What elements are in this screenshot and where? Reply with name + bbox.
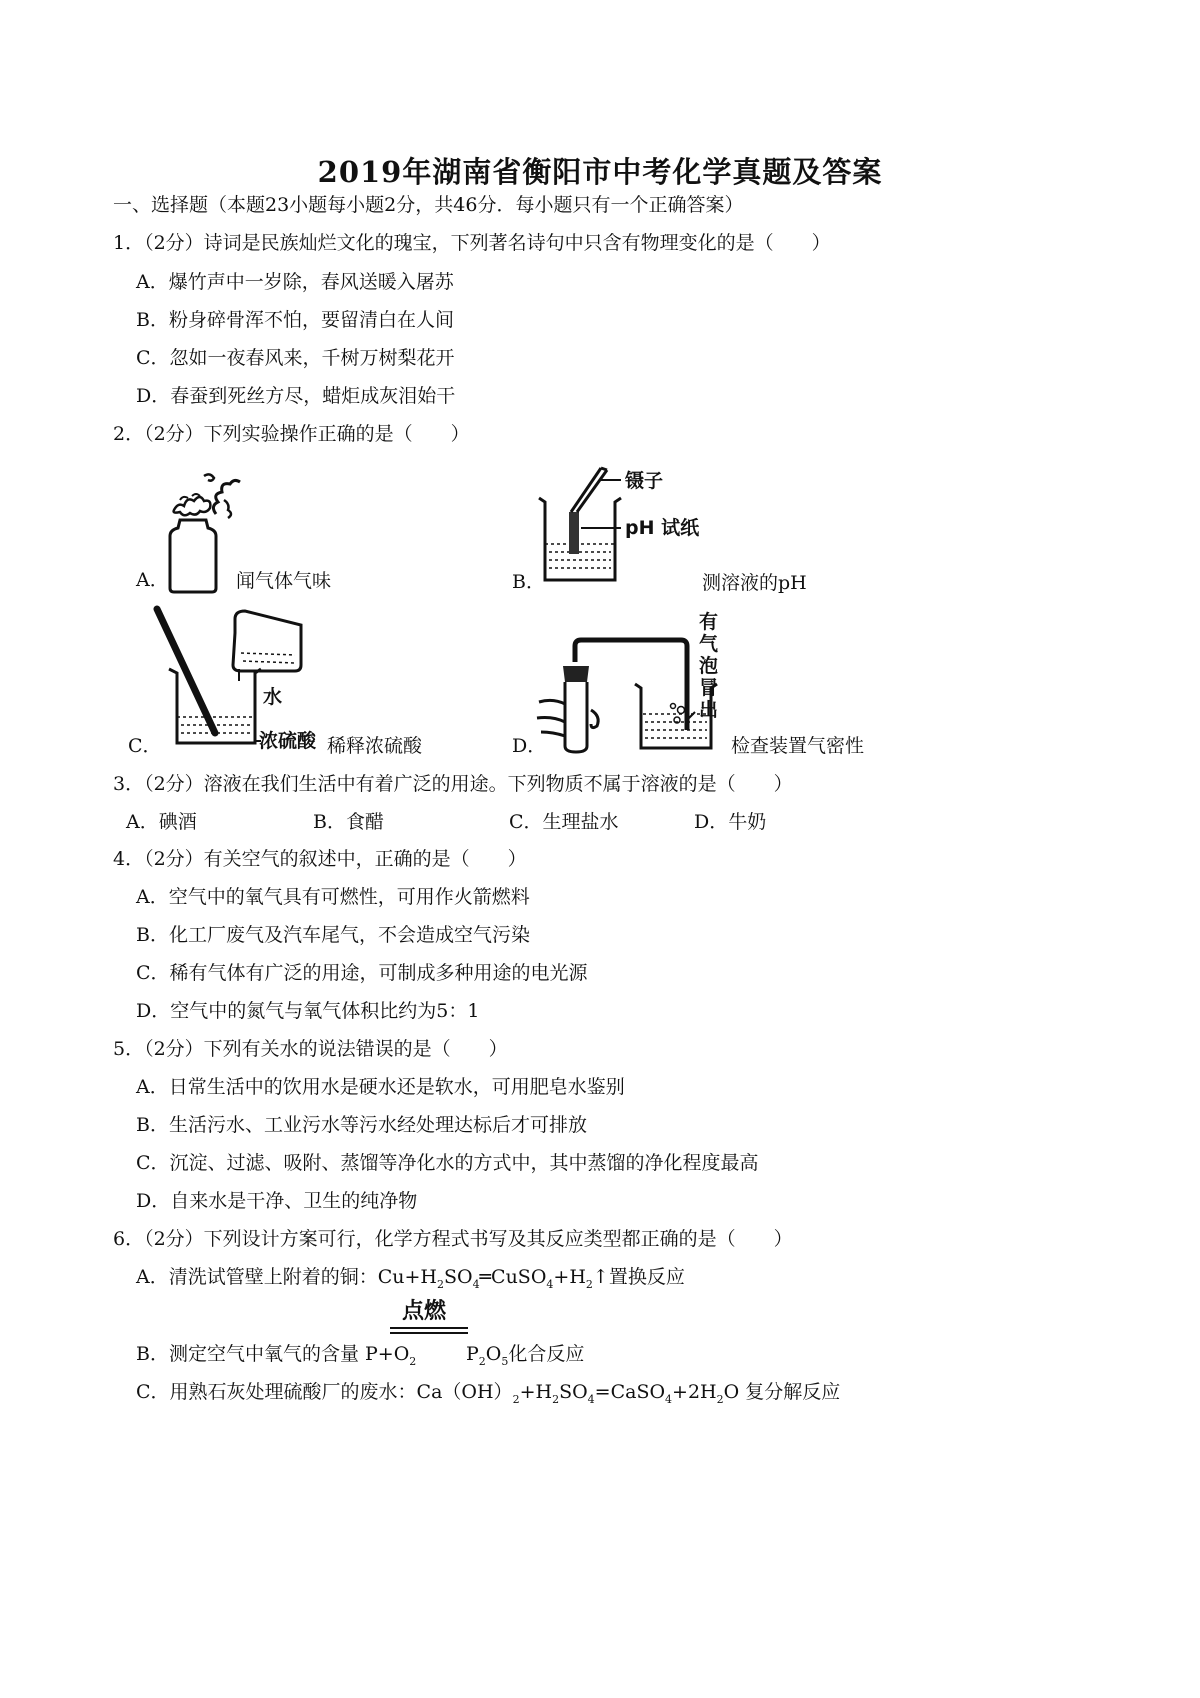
q6b-sub-1: 2: [409, 1354, 417, 1368]
q6a-sub-2: 4: [472, 1277, 480, 1291]
q6c-text-5: +2H: [672, 1381, 717, 1403]
dilute-acid-figure: [155, 605, 325, 755]
question-2-stem: 2．（2分）下列实验操作正确的是（ ）: [113, 423, 470, 445]
bubbles-label-4: 冒: [699, 677, 719, 699]
question-2-option-c-caption: 稀释浓硫酸: [327, 735, 423, 757]
q6c-sub-5: 2: [716, 1392, 724, 1406]
ph-test-figure: [535, 462, 715, 592]
question-2-option-a-caption: 闻气体气味: [236, 570, 332, 592]
q6c-text-2: +H: [519, 1381, 553, 1403]
q6a-sub-4: 2: [585, 1277, 593, 1291]
page-title: 2019年湖南省衡阳市中考化学真题及答案: [317, 155, 883, 189]
q6b-sub-3: 5: [501, 1354, 509, 1368]
bubbles-label-1: 有: [699, 611, 719, 633]
question-6-option-b: [136, 1342, 416, 1374]
question-2-option-a-letter: A．: [136, 569, 169, 591]
q6c-text-3: SO: [559, 1381, 588, 1403]
question-1-option-a: A．爆竹声中一岁除，春风送暖入屠苏: [136, 271, 454, 293]
q6c-text-4: =CaSO: [594, 1381, 666, 1403]
question-5-stem: 5．（2分）下列有关水的说法错误的是（ ）: [113, 1038, 508, 1060]
question-5-option-b: B．生活污水、工业污水等污水经处理达标后才可排放: [136, 1114, 587, 1136]
question-6-option-c: [136, 1380, 840, 1412]
bubbles-label-3: 泡: [699, 655, 719, 677]
question-1-option-b: B．粉身碎骨浑不怕，要留清白在人间: [136, 309, 454, 331]
water-label: 水: [263, 686, 283, 708]
question-3-option-b: B．食醋: [313, 811, 384, 833]
question-3-option-a: A．碘酒: [126, 811, 197, 833]
question-2-option-b-caption: 测溶液的pH: [702, 572, 807, 594]
q6b-text-3: O: [485, 1343, 502, 1365]
q6b-sub-2: 2: [478, 1354, 486, 1368]
question-1-option-d: D．春蚕到死丝方尽，蜡炬成灰泪始干: [136, 385, 456, 407]
q6a-text-2: SO: [444, 1266, 473, 1288]
question-4-option-a: A．空气中的氧气具有可燃性，可用作火箭燃料: [136, 886, 530, 908]
question-4-option-c: C．稀有气体有广泛的用途，可制成多种用途的电光源: [136, 962, 588, 984]
equation-double-line: [390, 1326, 470, 1336]
bubbles-label-2: 气: [699, 633, 719, 655]
question-2-option-c-letter: C．: [128, 735, 162, 757]
question-6-option-a: [136, 1265, 685, 1297]
question-4-option-d: D．空气中的氮气与氧气体积比约为5：1: [136, 1000, 480, 1022]
question-5-option-d: D．自来水是干净、卫生的纯净物: [136, 1190, 418, 1212]
q6c-text-6: O 复分解反应: [723, 1381, 841, 1403]
q6a-sub-3: 4: [546, 1277, 554, 1291]
question-2-option-b-letter: B．: [512, 571, 545, 593]
question-2-option-d-caption: 检查装置气密性: [731, 735, 865, 757]
question-6-stem: 6．（2分）下列设计方案可行，化学方程式书写及其反应类型都正确的是（ ）: [113, 1228, 793, 1250]
question-3-option-c: C．生理盐水: [509, 811, 619, 833]
bubbles-label-5: 出: [699, 699, 719, 721]
q6c-sub-3: 4: [587, 1392, 595, 1406]
q6b-text-1: B．测定空气中氧气的含量 P+O: [136, 1343, 410, 1365]
question-4-option-b: B．化工厂废气及汽车尾气，不会造成空气污染: [136, 924, 530, 946]
ignition-condition: 点燃: [402, 1299, 447, 1324]
conc-acid-label: 浓硫酸: [259, 730, 317, 752]
q6a-text-3: ═CuSO: [479, 1266, 547, 1288]
section-heading: 一、选择题（本题23小题每小题2分，共46分．每小题只有一个正确答案）: [113, 194, 744, 216]
tweezers-label: 镊子: [625, 470, 664, 492]
question-3-stem: 3．（2分）溶液在我们生活中有着广泛的用途。下列物质不属于溶液的是（ ）: [113, 773, 793, 795]
ph-paper-label: pH 试纸: [625, 517, 700, 539]
question-6-option-b-product: [466, 1342, 584, 1374]
q6c-sub-2: 2: [552, 1392, 560, 1406]
question-1-option-c: C．忽如一夜春风来，千树万树梨花开: [136, 347, 455, 369]
q6a-sub-1: 2: [437, 1277, 444, 1291]
question-1-stem: 1．（2分）诗词是民族灿烂文化的瑰宝，下列著名诗句中只含有物理变化的是（ ）: [113, 232, 831, 254]
q6c-text-1: C．用熟石灰处理硫酸厂的废水：Ca（OH）: [136, 1381, 513, 1403]
question-5-option-a: A．日常生活中的饮用水是硬水还是软水，可用肥皂水鉴别: [136, 1076, 625, 1098]
airtightness-figure: [535, 610, 735, 755]
q6a-text-1: A．清洗试管壁上附着的铜：Cu+H: [136, 1266, 437, 1288]
question-3-option-d: D．牛奶: [694, 811, 767, 833]
question-5-option-c: C．沉淀、过滤、吸附、蒸馏等净化水的方式中，其中蒸馏的净化程度最高: [136, 1152, 759, 1174]
q6a-text-5: ↑置换反应: [592, 1266, 685, 1288]
q6b-text-2: P: [466, 1343, 479, 1365]
q6c-sub-1: 2: [512, 1392, 520, 1406]
question-2-option-d-letter: D．: [512, 735, 547, 757]
q6b-text-4: 化合反应: [508, 1343, 585, 1365]
q6c-sub-4: 4: [665, 1392, 673, 1406]
question-4-stem: 4．（2分）有关空气的叙述中，正确的是（ ）: [113, 848, 527, 870]
q6a-text-4: +H: [553, 1266, 586, 1288]
